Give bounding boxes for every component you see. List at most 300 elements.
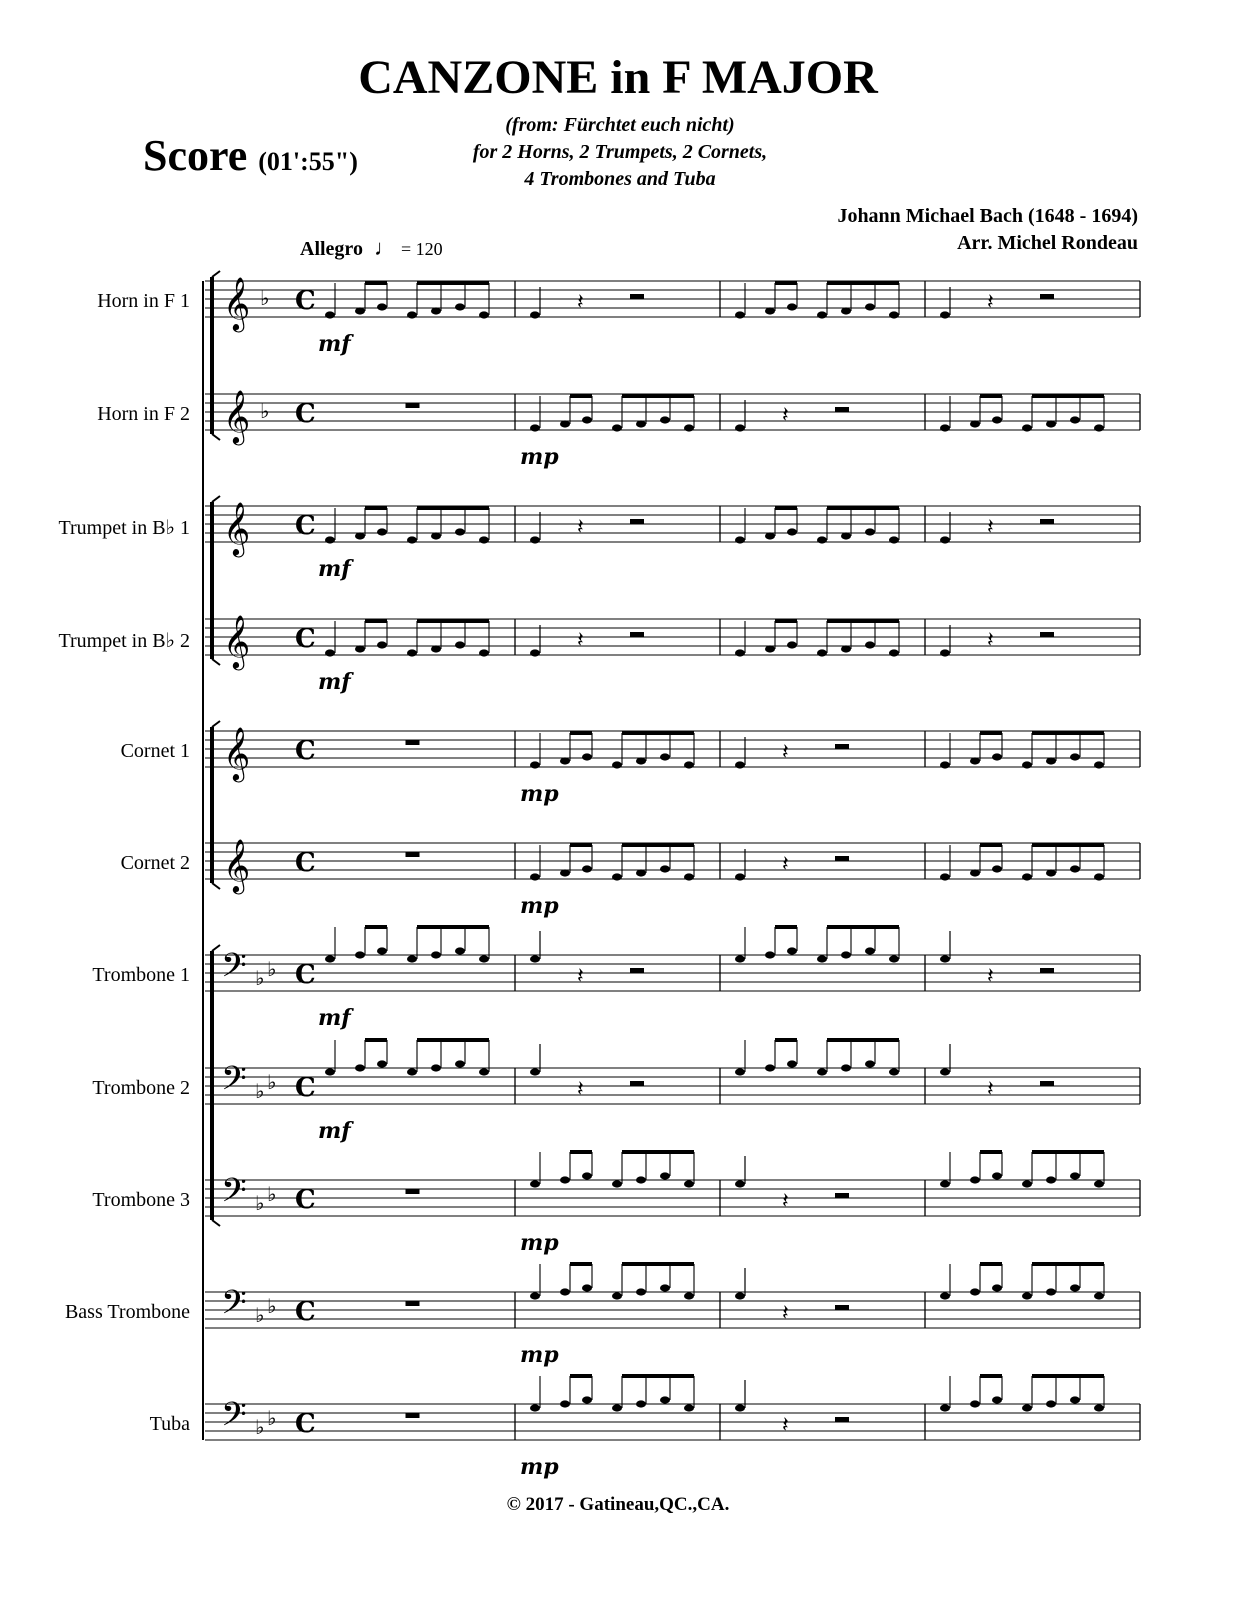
note-head xyxy=(970,869,980,876)
note-head xyxy=(612,1180,622,1187)
note-head xyxy=(455,1060,465,1067)
flat-icon: ♭ xyxy=(267,1406,277,1430)
beam xyxy=(775,281,797,285)
note-head xyxy=(325,955,335,962)
note-head xyxy=(530,761,540,768)
note-head xyxy=(940,311,950,318)
note-head xyxy=(970,1176,980,1183)
note-head xyxy=(940,1292,950,1299)
dynamic-marking: mp xyxy=(520,781,559,807)
note-head xyxy=(992,1284,1002,1291)
half-rest-icon xyxy=(1040,632,1054,637)
flat-icon: ♭ xyxy=(267,957,277,981)
note-head xyxy=(377,303,387,310)
beam xyxy=(570,843,592,847)
note-head xyxy=(787,641,797,648)
note-head xyxy=(660,1396,670,1403)
beam xyxy=(980,731,1002,735)
note-head xyxy=(1046,869,1056,876)
note-head xyxy=(1046,1400,1056,1407)
common-time-icon: C xyxy=(295,399,316,429)
treble-clef-icon: 𝄞 xyxy=(223,389,251,443)
beam xyxy=(622,843,694,847)
beam xyxy=(365,506,387,510)
beam xyxy=(417,1038,489,1042)
beam xyxy=(827,506,899,510)
quarter-rest-icon: 𝄽 xyxy=(782,1189,789,1214)
note-head xyxy=(992,1396,1002,1403)
note-head xyxy=(817,955,827,962)
note-head xyxy=(455,947,465,954)
dynamic-marking: mp xyxy=(520,444,559,470)
beam xyxy=(827,281,899,285)
note-head xyxy=(582,1396,592,1403)
note-head xyxy=(582,416,592,423)
dynamic-marking: mf xyxy=(318,331,351,357)
instrument-name: Cornet 1 xyxy=(120,740,190,762)
flat-icon: ♭ xyxy=(267,1294,277,1318)
half-rest-icon xyxy=(630,1081,644,1086)
note-head xyxy=(325,311,335,318)
note-head xyxy=(970,420,980,427)
bracket-hook xyxy=(212,659,220,665)
note-head xyxy=(560,420,570,427)
note-head xyxy=(325,649,335,656)
quarter-rest-icon: 𝄽 xyxy=(782,740,789,765)
note-head xyxy=(735,1068,745,1075)
beam xyxy=(980,1374,1002,1378)
common-time-icon: C xyxy=(295,736,316,766)
beam xyxy=(622,1262,694,1266)
note-head xyxy=(560,1288,570,1295)
quarter-rest-icon: 𝄽 xyxy=(577,290,584,315)
note-head xyxy=(765,645,775,652)
note-head xyxy=(582,1172,592,1179)
note-head xyxy=(765,532,775,539)
beam xyxy=(570,394,592,398)
beam xyxy=(570,1262,592,1266)
note-head xyxy=(1070,1172,1080,1179)
beam xyxy=(570,1374,592,1378)
note-head xyxy=(889,311,899,318)
note-head xyxy=(636,869,646,876)
beam xyxy=(980,1150,1002,1154)
dynamic-marking: mp xyxy=(520,1342,559,1368)
bass-clef-icon: 𝄢 xyxy=(221,1284,247,1330)
note-head xyxy=(377,641,387,648)
bass-clef-icon: 𝄢 xyxy=(221,1396,247,1442)
note-head xyxy=(735,424,745,431)
note-head xyxy=(735,536,745,543)
quarter-rest-icon: 𝄽 xyxy=(577,628,584,653)
note-head xyxy=(787,1060,797,1067)
note-head xyxy=(787,303,797,310)
beam xyxy=(827,925,899,929)
beam xyxy=(1032,1262,1104,1266)
treble-clef-icon: 𝄞 xyxy=(223,726,251,780)
note-head xyxy=(530,1180,540,1187)
bracket-hook xyxy=(212,496,220,502)
note-head xyxy=(1070,865,1080,872)
note-head xyxy=(841,307,851,314)
beam xyxy=(980,843,1002,847)
note-head xyxy=(865,528,875,535)
instrument-name: Trombone 1 xyxy=(92,964,190,986)
bracket-hook xyxy=(212,883,220,889)
common-time-icon: C xyxy=(295,624,316,654)
dynamic-marking: mp xyxy=(520,1454,559,1480)
quarter-rest-icon: 𝄽 xyxy=(987,515,994,540)
beam xyxy=(1032,1150,1104,1154)
note-head xyxy=(431,645,441,652)
instrument-name: Bass Trombone xyxy=(64,1301,190,1323)
bracket-hook xyxy=(212,721,220,727)
beam xyxy=(365,925,387,929)
common-time-icon: C xyxy=(295,511,316,541)
note-head xyxy=(992,865,1002,872)
score-title: CANZONE in F MAJOR xyxy=(358,51,878,104)
flat-icon: ♭ xyxy=(255,1079,265,1103)
beam xyxy=(827,619,899,623)
note-head xyxy=(970,1400,980,1407)
half-rest-icon xyxy=(1040,519,1054,524)
beam xyxy=(622,394,694,398)
beam xyxy=(417,281,489,285)
bass-clef-icon: 𝄢 xyxy=(221,1172,247,1218)
half-rest-icon xyxy=(835,1193,849,1198)
note-head xyxy=(530,873,540,880)
note-head xyxy=(940,1404,950,1411)
half-rest-icon xyxy=(835,407,849,412)
note-head xyxy=(765,307,775,314)
whole-rest-icon xyxy=(406,1301,420,1306)
note-head xyxy=(940,649,950,656)
instrument-name: Trombone 2 xyxy=(92,1077,190,1099)
note-head xyxy=(355,1064,365,1071)
note-head xyxy=(765,1064,775,1071)
half-rest-icon xyxy=(835,1417,849,1422)
quarter-note-icon: ♩ xyxy=(373,235,396,260)
note-head xyxy=(612,873,622,880)
bracket-hook xyxy=(212,271,220,277)
note-head xyxy=(940,1068,950,1075)
beam xyxy=(1032,731,1104,735)
note-head xyxy=(1094,761,1104,768)
note-head xyxy=(1022,1180,1032,1187)
note-head xyxy=(1094,1180,1104,1187)
note-head xyxy=(940,424,950,431)
note-head xyxy=(889,649,899,656)
beam xyxy=(417,925,489,929)
note-head xyxy=(1022,873,1032,880)
note-head xyxy=(1046,1176,1056,1183)
note-head xyxy=(560,1400,570,1407)
common-time-icon: C xyxy=(295,960,316,990)
copyright: © 2017 - Gatineau,QC.,CA. xyxy=(506,1494,730,1515)
note-head xyxy=(530,536,540,543)
note-head xyxy=(940,761,950,768)
subtitle-line-instrumentation: for 2 Horns, 2 Trumpets, 2 Cornets, xyxy=(472,141,768,163)
instrument-name: Trumpet in B♭ 2 xyxy=(58,630,190,652)
quarter-rest-icon: 𝄽 xyxy=(782,852,789,877)
note-head xyxy=(684,1292,694,1299)
note-head xyxy=(889,955,899,962)
treble-clef-icon: 𝄞 xyxy=(223,838,251,892)
note-head xyxy=(455,528,465,535)
bracket-hook xyxy=(212,945,220,951)
tempo-text: Allegro xyxy=(300,238,363,260)
whole-rest-icon xyxy=(406,740,420,745)
note-head xyxy=(560,1176,570,1183)
beam xyxy=(417,619,489,623)
quarter-rest-icon: 𝄽 xyxy=(782,403,789,428)
note-head xyxy=(1046,1288,1056,1295)
beam xyxy=(1032,843,1104,847)
note-head xyxy=(660,1284,670,1291)
note-head xyxy=(735,311,745,318)
flat-icon: ♭ xyxy=(260,399,270,423)
note-head xyxy=(636,1400,646,1407)
beam xyxy=(622,1374,694,1378)
instrument-name: Trombone 3 xyxy=(92,1189,190,1211)
note-head xyxy=(407,311,417,318)
flat-icon: ♭ xyxy=(267,1070,277,1094)
common-time-icon: C xyxy=(295,848,316,878)
note-head xyxy=(1022,761,1032,768)
beam xyxy=(775,506,797,510)
quarter-rest-icon: 𝄽 xyxy=(987,1077,994,1102)
note-head xyxy=(735,761,745,768)
note-head xyxy=(407,1068,417,1075)
note-head xyxy=(407,536,417,543)
beam xyxy=(622,731,694,735)
note-head xyxy=(636,1288,646,1295)
whole-rest-icon xyxy=(406,1413,420,1418)
half-rest-icon xyxy=(835,1305,849,1310)
note-head xyxy=(684,1180,694,1187)
note-head xyxy=(865,303,875,310)
note-head xyxy=(612,761,622,768)
instrument-name: Tuba xyxy=(149,1413,190,1435)
note-head xyxy=(735,649,745,656)
beam xyxy=(570,1150,592,1154)
half-rest-icon xyxy=(835,744,849,749)
subtitle-line-source: (from: Fürchtet euch nicht) xyxy=(505,114,735,136)
note-head xyxy=(940,1180,950,1187)
half-rest-icon xyxy=(630,968,644,973)
beam xyxy=(980,394,1002,398)
note-head xyxy=(1022,1292,1032,1299)
note-head xyxy=(992,1172,1002,1179)
subtitle-line-instrumentation-2: 4 Trombones and Tuba xyxy=(524,168,716,190)
dynamic-marking: mp xyxy=(520,893,559,919)
note-head xyxy=(660,1172,670,1179)
dynamic-marking: mp xyxy=(520,1230,559,1256)
common-time-icon: C xyxy=(295,1409,316,1439)
note-head xyxy=(817,649,827,656)
half-rest-icon xyxy=(1040,968,1054,973)
note-head xyxy=(787,947,797,954)
quarter-rest-icon: 𝄽 xyxy=(577,515,584,540)
instrument-name: Cornet 2 xyxy=(120,852,190,874)
common-time-icon: C xyxy=(295,286,316,316)
note-head xyxy=(992,753,1002,760)
note-head xyxy=(407,649,417,656)
note-head xyxy=(636,1176,646,1183)
note-head xyxy=(865,947,875,954)
note-head xyxy=(431,307,441,314)
beam xyxy=(980,1262,1002,1266)
beam xyxy=(365,281,387,285)
note-head xyxy=(1046,420,1056,427)
dynamic-marking: mf xyxy=(318,1118,351,1144)
whole-rest-icon xyxy=(406,403,420,408)
note-head xyxy=(1094,1404,1104,1411)
note-head xyxy=(970,1288,980,1295)
beam xyxy=(365,1038,387,1042)
tempo-value: = 120 xyxy=(400,239,443,259)
half-rest-icon xyxy=(835,856,849,861)
instrument-name: Horn in F 2 xyxy=(97,403,190,425)
dynamic-marking: mf xyxy=(318,669,351,695)
note-head xyxy=(377,947,387,954)
treble-clef-icon: 𝄞 xyxy=(223,276,251,330)
note-head xyxy=(355,532,365,539)
treble-clef-icon: 𝄞 xyxy=(223,614,251,668)
note-head xyxy=(841,645,851,652)
note-head xyxy=(817,536,827,543)
note-head xyxy=(660,753,670,760)
instrument-name: Horn in F 1 xyxy=(97,290,190,312)
note-head xyxy=(817,1068,827,1075)
note-head xyxy=(560,869,570,876)
note-head xyxy=(636,757,646,764)
note-head xyxy=(530,1292,540,1299)
whole-rest-icon xyxy=(406,852,420,857)
note-head xyxy=(765,951,775,958)
beam xyxy=(1032,1374,1104,1378)
note-head xyxy=(377,528,387,535)
note-head xyxy=(992,416,1002,423)
note-head xyxy=(479,311,489,318)
note-head xyxy=(940,955,950,962)
flat-icon: ♭ xyxy=(255,966,265,990)
bass-clef-icon: 𝄢 xyxy=(221,947,247,993)
note-head xyxy=(355,951,365,958)
half-rest-icon xyxy=(1040,1081,1054,1086)
half-rest-icon xyxy=(630,294,644,299)
note-head xyxy=(479,955,489,962)
arranger: Arr. Michel Rondeau xyxy=(957,232,1138,254)
note-head xyxy=(455,641,465,648)
note-head xyxy=(1022,1404,1032,1411)
note-head xyxy=(1094,873,1104,880)
beam xyxy=(775,1038,797,1042)
note-head xyxy=(684,761,694,768)
beam xyxy=(365,619,387,623)
note-head xyxy=(560,757,570,764)
note-head xyxy=(582,865,592,872)
note-head xyxy=(735,955,745,962)
quarter-rest-icon: 𝄽 xyxy=(577,964,584,989)
note-head xyxy=(325,536,335,543)
note-head xyxy=(735,1180,745,1187)
note-head xyxy=(530,1068,540,1075)
note-head xyxy=(940,873,950,880)
instrument-name: Trumpet in B♭ 1 xyxy=(58,517,190,539)
common-time-icon: C xyxy=(295,1073,316,1103)
beam xyxy=(622,1150,694,1154)
note-head xyxy=(735,1404,745,1411)
half-rest-icon xyxy=(630,632,644,637)
bass-clef-icon: 𝄢 xyxy=(221,1060,247,1106)
note-head xyxy=(325,1068,335,1075)
quarter-rest-icon: 𝄽 xyxy=(987,628,994,653)
note-head xyxy=(582,1284,592,1291)
note-head xyxy=(684,873,694,880)
common-time-icon: C xyxy=(295,1297,316,1327)
note-head xyxy=(817,311,827,318)
note-head xyxy=(431,532,441,539)
flat-icon: ♭ xyxy=(255,1303,265,1327)
note-head xyxy=(787,528,797,535)
note-head xyxy=(660,416,670,423)
note-head xyxy=(889,1068,899,1075)
note-head xyxy=(355,307,365,314)
note-head xyxy=(841,532,851,539)
note-head xyxy=(612,1404,622,1411)
note-head xyxy=(841,951,851,958)
note-head xyxy=(1094,1292,1104,1299)
note-head xyxy=(530,311,540,318)
note-head xyxy=(530,1404,540,1411)
half-rest-icon xyxy=(1040,294,1054,299)
quarter-rest-icon: 𝄽 xyxy=(577,1077,584,1102)
note-head xyxy=(479,1068,489,1075)
note-head xyxy=(1070,1284,1080,1291)
bracket-hook xyxy=(212,434,220,440)
beam xyxy=(417,506,489,510)
common-time-icon: C xyxy=(295,1185,316,1215)
note-head xyxy=(1094,424,1104,431)
note-head xyxy=(377,1060,387,1067)
note-head xyxy=(431,1064,441,1071)
note-head xyxy=(1070,416,1080,423)
note-head xyxy=(479,649,489,656)
flat-icon: ♭ xyxy=(267,1182,277,1206)
note-head xyxy=(1022,424,1032,431)
quarter-rest-icon: 𝄽 xyxy=(987,290,994,315)
note-head xyxy=(612,424,622,431)
flat-icon: ♭ xyxy=(260,286,270,310)
dynamic-marking: mf xyxy=(318,1005,351,1031)
note-head xyxy=(612,1292,622,1299)
note-head xyxy=(530,424,540,431)
note-head xyxy=(940,536,950,543)
note-head xyxy=(355,645,365,652)
note-head xyxy=(407,955,417,962)
bracket-hook xyxy=(212,1220,220,1226)
note-head xyxy=(1046,757,1056,764)
note-head xyxy=(841,1064,851,1071)
note-head xyxy=(530,649,540,656)
note-head xyxy=(684,424,694,431)
note-head xyxy=(865,1060,875,1067)
beam xyxy=(775,925,797,929)
note-head xyxy=(455,303,465,310)
note-head xyxy=(1070,1396,1080,1403)
quarter-rest-icon: 𝄽 xyxy=(782,1413,789,1438)
